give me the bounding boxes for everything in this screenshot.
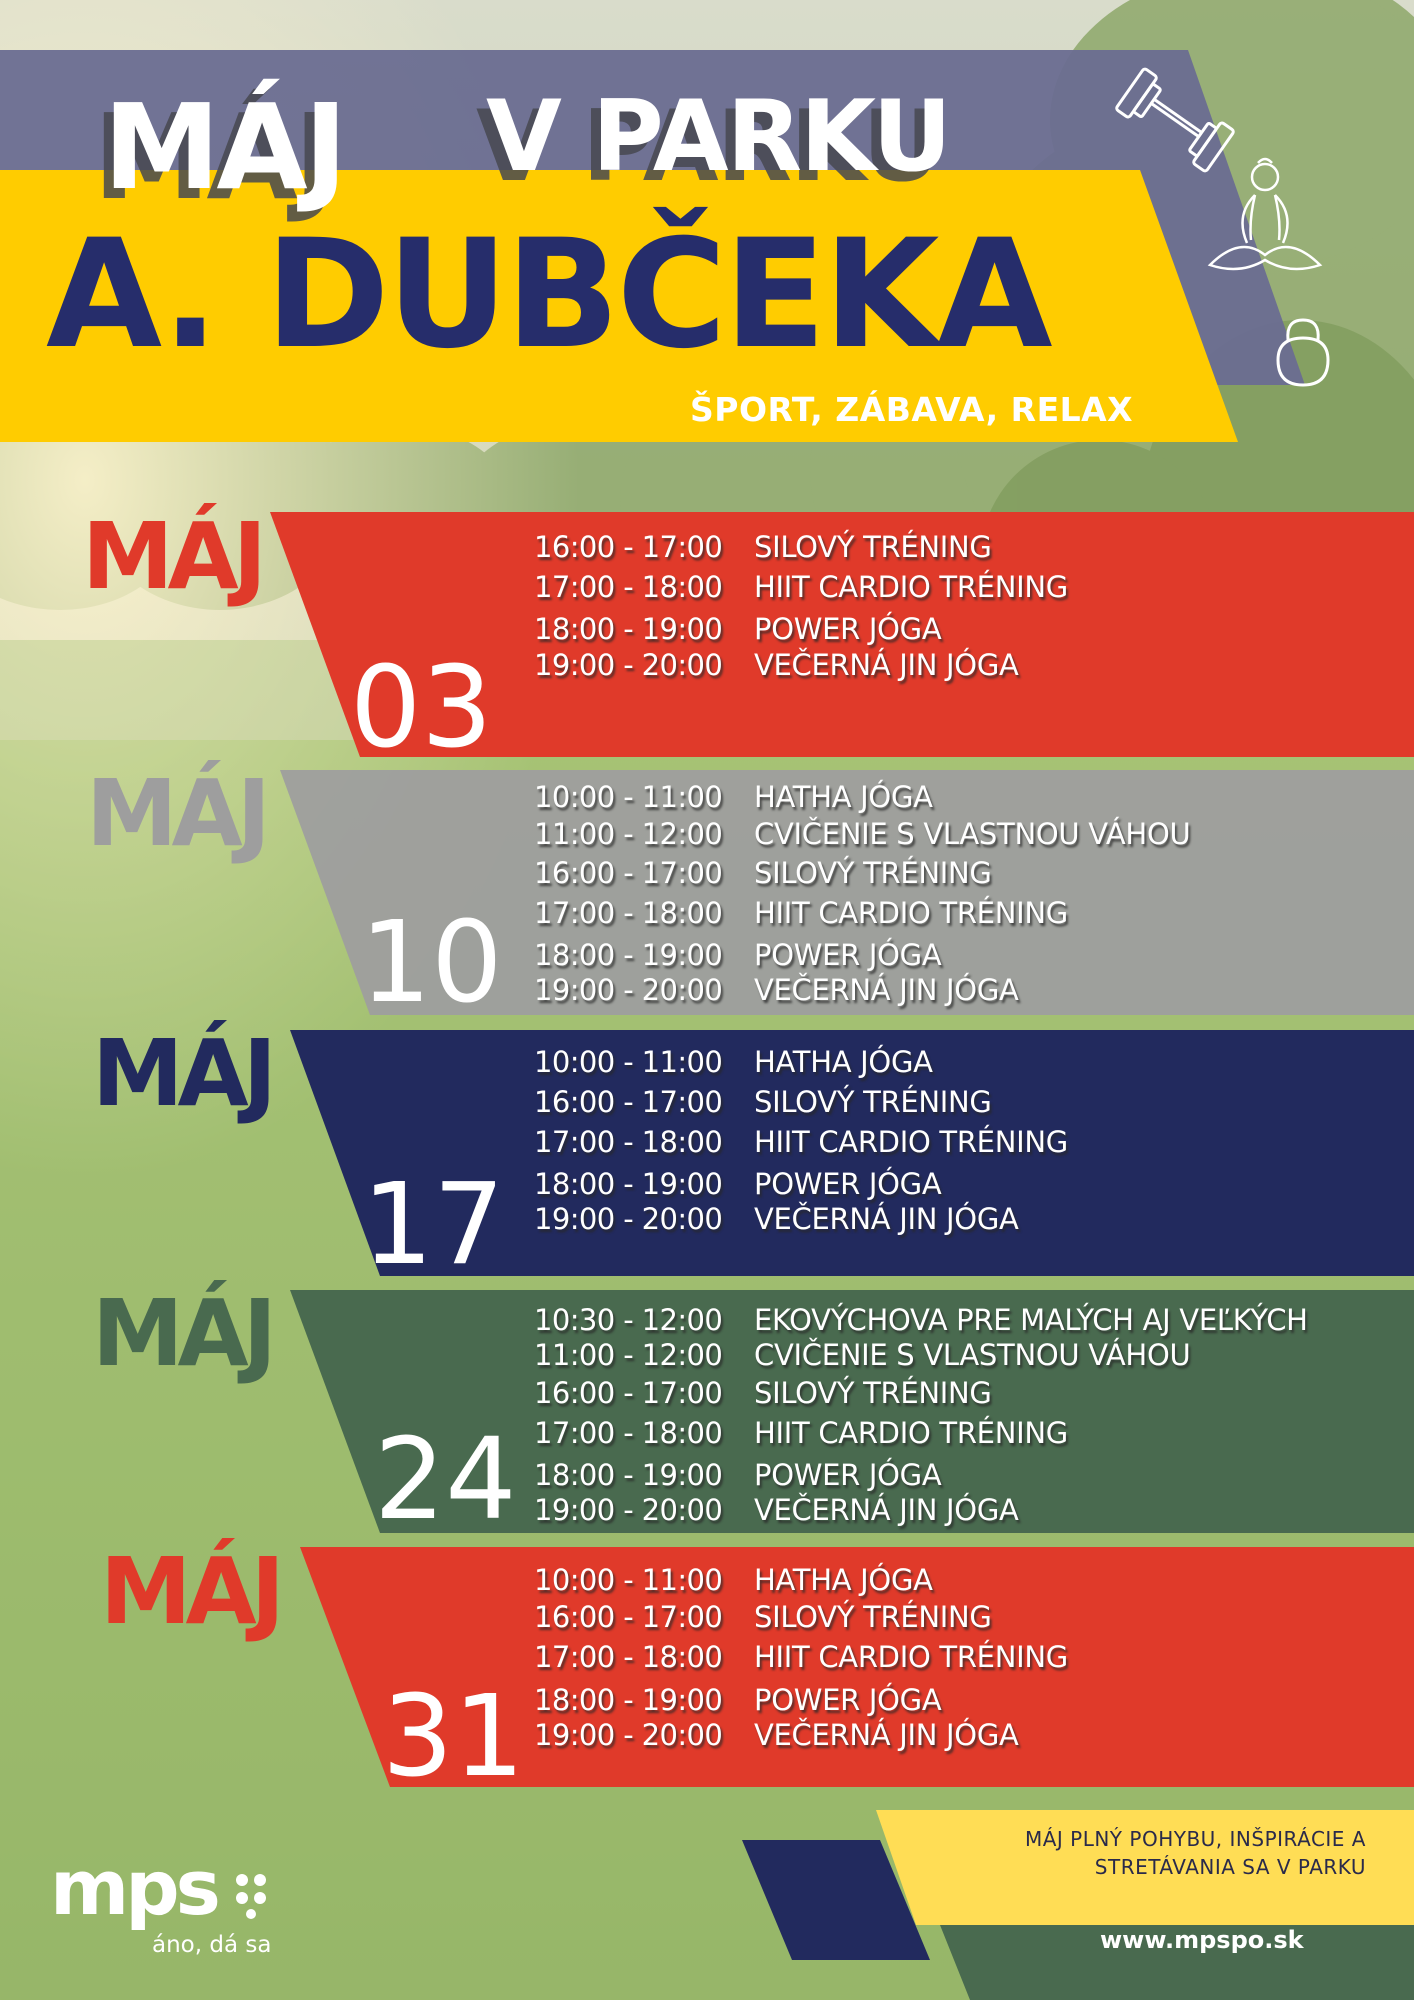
schedule-row: 19:00 - 20:00 VEČERNÁ JIN JÓGA [534, 648, 1019, 682]
schedule-row: 16:00 - 17:00 SILOVÝ TRÉNING [534, 856, 992, 890]
schedule-row: 18:00 - 19:00 POWER JÓGA [534, 938, 942, 972]
schedule-row: 10:00 - 11:00 HATHA JÓGA [534, 1563, 933, 1597]
schedule-row: 11:00 - 12:00 CVIČENIE S VLASTNOU VÁHOU [534, 817, 1191, 851]
day-month-label: MÁJ [100, 1538, 279, 1645]
schedule-row: 16:00 - 17:00 SILOVÝ TRÉNING [534, 1376, 992, 1410]
day-number: 31 [382, 1672, 525, 1802]
logo-dots-icon [232, 1870, 278, 1920]
schedule-row: 17:00 - 18:00 HIIT CARDIO TRÉNING [534, 896, 1068, 930]
schedule-row: 16:00 - 17:00 SILOVÝ TRÉNING [534, 530, 992, 564]
day-number: 03 [350, 643, 493, 773]
title-dubceka: A. DUBČEKA [46, 208, 1050, 382]
schedule-row: 18:00 - 19:00 POWER JÓGA [534, 612, 942, 646]
schedule-row: 18:00 - 19:00 POWER JÓGA [534, 1167, 942, 1201]
title-v-parku: V PARKU [486, 80, 950, 194]
footer-message-line2: STRETÁVANIA SA V PARKU [1094, 1855, 1366, 1879]
day-month-label: MÁJ [92, 1020, 271, 1127]
schedule-row: 19:00 - 20:00 VEČERNÁ JIN JÓGA [534, 973, 1019, 1007]
website-link[interactable]: www.mpspo.sk [1100, 1926, 1304, 1954]
schedule-row: 10:30 - 12:00 EKOVÝCHOVA PRE MALÝCH AJ VEĽKÝCH [534, 1303, 1308, 1337]
schedule-row: 19:00 - 20:00 VEČERNÁ JIN JÓGA [534, 1718, 1019, 1752]
day-number: 24 [374, 1415, 517, 1545]
schedule-row: 19:00 - 20:00 VEČERNÁ JIN JÓGA [534, 1202, 1019, 1236]
schedule-row: 17:00 - 18:00 HIIT CARDIO TRÉNING [534, 1125, 1068, 1159]
schedule-row: 17:00 - 18:00 HIIT CARDIO TRÉNING [534, 1640, 1068, 1674]
schedule-row: 19:00 - 20:00 VEČERNÁ JIN JÓGA [534, 1493, 1019, 1527]
day-number: 17 [362, 1160, 505, 1290]
day-month-label: MÁJ [82, 503, 261, 610]
footer-message-line1: MÁJ PLNÝ POHYBU, INŠPIRÁCIE A [1024, 1827, 1366, 1851]
schedule-row: 16:00 - 17:00 SILOVÝ TRÉNING [534, 1085, 992, 1119]
schedule-row: 10:00 - 11:00 HATHA JÓGA [534, 780, 933, 814]
schedule-row: 10:00 - 11:00 HATHA JÓGA [534, 1045, 933, 1079]
tagline: ŠPORT, ZÁBAVA, RELAX [690, 390, 1134, 429]
title-maj: MÁJ [103, 78, 344, 216]
schedule-row: 18:00 - 19:00 POWER JÓGA [534, 1458, 942, 1492]
schedule-row: 17:00 - 18:00 HIIT CARDIO TRÉNING [534, 570, 1068, 604]
schedule-row: 18:00 - 19:00 POWER JÓGA [534, 1683, 942, 1717]
day-month-label: MÁJ [86, 760, 265, 867]
mps-logo: mps [50, 1843, 217, 1932]
schedule-row: 16:00 - 17:00 SILOVÝ TRÉNING [534, 1600, 992, 1634]
schedule-row: 11:00 - 12:00 CVIČENIE S VLASTNOU VÁHOU [534, 1338, 1191, 1372]
logo-slogan: áno, dá sa [152, 1932, 272, 1958]
day-number: 10 [360, 898, 503, 1028]
day-month-label: MÁJ [92, 1280, 271, 1387]
schedule-row: 17:00 - 18:00 HIIT CARDIO TRÉNING [534, 1416, 1068, 1450]
